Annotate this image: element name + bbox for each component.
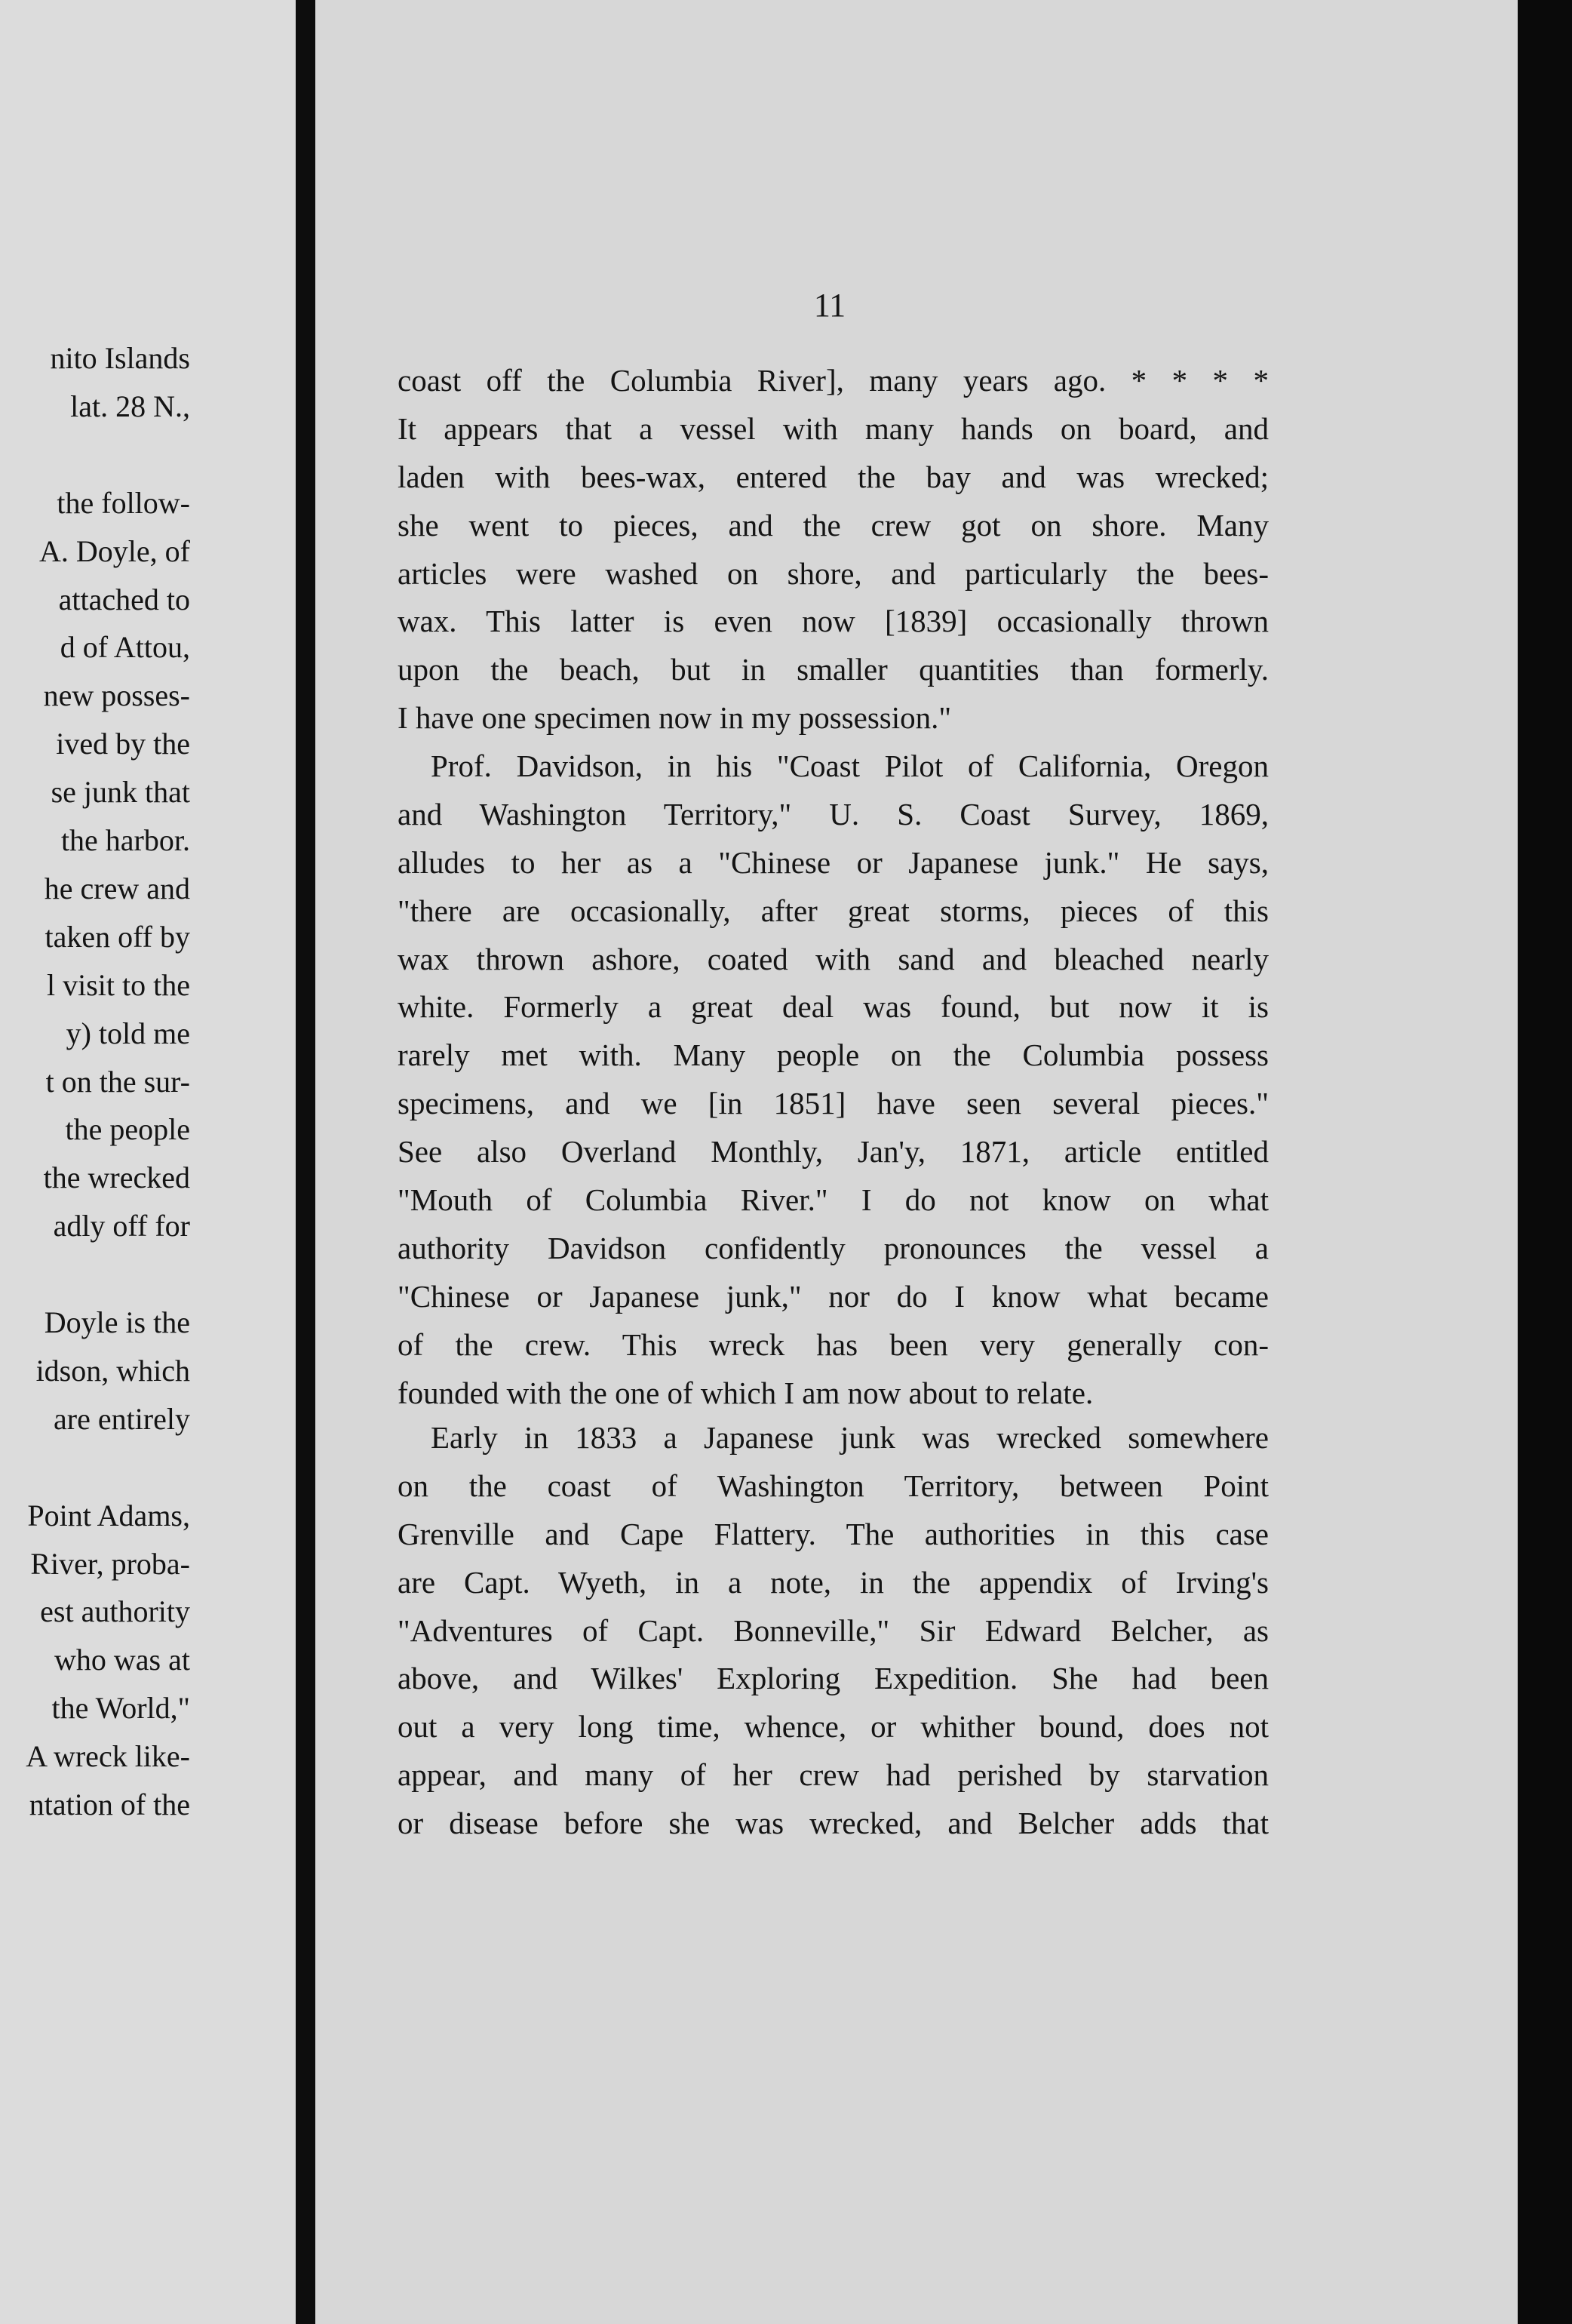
text-line: upon the beach, but in smaller quantities than formerly.	[398, 652, 1269, 687]
text-line: founded with the one of which I am now about to relate.	[398, 1375, 1094, 1410]
facing-page-line: nito Islands	[50, 341, 190, 375]
text-line: rarely met with. Many people on the Columbia possess	[398, 1038, 1269, 1073]
text-line: "Mouth of Columbia River." I do not know on what	[398, 1182, 1269, 1218]
text-line: specimens, and we [in 1851] have seen several pieces."	[398, 1086, 1269, 1121]
text-line: authority Davidson confidently pronounces the vessel a	[398, 1230, 1269, 1265]
text-line: above, and Wilkes' Exploring Expedition. She had been	[398, 1661, 1269, 1696]
facing-page-line: who was at	[54, 1643, 190, 1677]
facing-page-line: A. Doyle, of	[39, 533, 190, 568]
text-line: of the crew. This wreck has been very generally con-	[398, 1326, 1269, 1362]
text-line: "there are occasionally, after great storms, pieces of this	[398, 893, 1269, 928]
text-line: articles were washed on shore, and particularly the bees-	[398, 555, 1269, 591]
text-line: "Adventures of Capt. Bonneville," Sir Edward Belcher, as	[398, 1612, 1269, 1648]
text-line: white. Formerly a great deal was found, but now it is	[398, 989, 1269, 1025]
facing-page-line: River, proba-	[30, 1546, 190, 1581]
facing-page-line: the World,"	[51, 1691, 190, 1726]
text-line: laden with bees-wax, entered the bay and was wrecked;	[398, 459, 1269, 494]
facing-page-fragment	[0, 0, 296, 2324]
facing-page-line: taken off by	[45, 919, 190, 954]
text-line: wax. This latter is even now [1839] occasionally thrown	[398, 604, 1269, 639]
page-edge-shadow	[1518, 0, 1572, 2324]
text-line: coast off the Columbia River], many years ago. * * * *	[398, 363, 1269, 398]
text-line: See also Overland Monthly, Jan'y, 1871, article entitled	[398, 1134, 1269, 1170]
text-line: on the coast of Washington Territory, between Point	[398, 1468, 1269, 1503]
facing-page-line: lat. 28 N.,	[70, 389, 190, 423]
facing-page-line: attached to	[58, 582, 190, 616]
text-line: and Washington Territory," U. S. Coast Survey, 1869,	[398, 796, 1269, 832]
facing-page-line: the people	[65, 1112, 190, 1147]
facing-page-line: d of Attou,	[60, 630, 190, 665]
book-gutter	[296, 0, 315, 2324]
text-line: Prof. Davidson, in his "Coast Pilot of California, Oregon	[431, 749, 1269, 783]
text-line: or disease before she was wrecked, and Belcher adds that	[398, 1806, 1269, 1841]
facing-page-line: ived by the	[56, 727, 190, 761]
text-line: I have one specimen now in my possession."	[398, 700, 952, 736]
facing-page-line: adly off for	[53, 1209, 190, 1243]
facing-page-line: he crew and	[44, 871, 190, 905]
text-line: "Chinese or Japanese junk," nor do I know what became	[398, 1278, 1269, 1314]
text-line: out a very long time, whence, or whither bound, does not	[398, 1709, 1269, 1745]
text-line: Early in 1833 a Japanese junk was wrecked somewhere	[431, 1420, 1269, 1455]
facing-page-line: A wreck like-	[26, 1739, 190, 1774]
facing-page-line: the harbor.	[60, 823, 190, 857]
facing-page-line: est authority	[40, 1594, 190, 1629]
facing-page-line: idson, which	[35, 1353, 190, 1388]
facing-page-line: t on the sur-	[45, 1064, 190, 1099]
text-line: alludes to her as a "Chinese or Japanese junk." He says,	[398, 844, 1269, 880]
facing-page-line: new posses-	[43, 678, 190, 713]
text-line: she went to pieces, and the crew got on shore. Many	[398, 507, 1269, 543]
text-line: are Capt. Wyeth, in a note, in the appendix of Irving's	[398, 1564, 1269, 1600]
paragraph-1	[398, 357, 1269, 742]
text-line: wax thrown ashore, coated with sand and bleached nearly	[398, 941, 1269, 976]
text-line: It appears that a vessel with many hands on board, and	[398, 410, 1269, 446]
facing-page-line: y) told me	[66, 1016, 190, 1050]
page-number: 11	[813, 287, 846, 324]
facing-page-line: the wrecked	[43, 1160, 190, 1195]
facing-page-line: l visit to the	[47, 967, 190, 1002]
text-line: Grenville and Cape Flattery. The authorities in this case	[398, 1516, 1269, 1551]
text-line: appear, and many of her crew had perished by starvation	[398, 1757, 1269, 1793]
facing-page-line: are entirely	[54, 1401, 190, 1436]
facing-page-line: se junk that	[51, 775, 190, 810]
facing-page-line: Doyle is the	[44, 1305, 190, 1339]
facing-page-line: Point Adams,	[27, 1498, 190, 1532]
paragraph-3	[398, 1414, 1269, 1848]
facing-page-line: the follow-	[57, 485, 190, 520]
facing-page-line: ntation of the	[29, 1788, 190, 1821]
paragraph-2	[398, 742, 1269, 1417]
